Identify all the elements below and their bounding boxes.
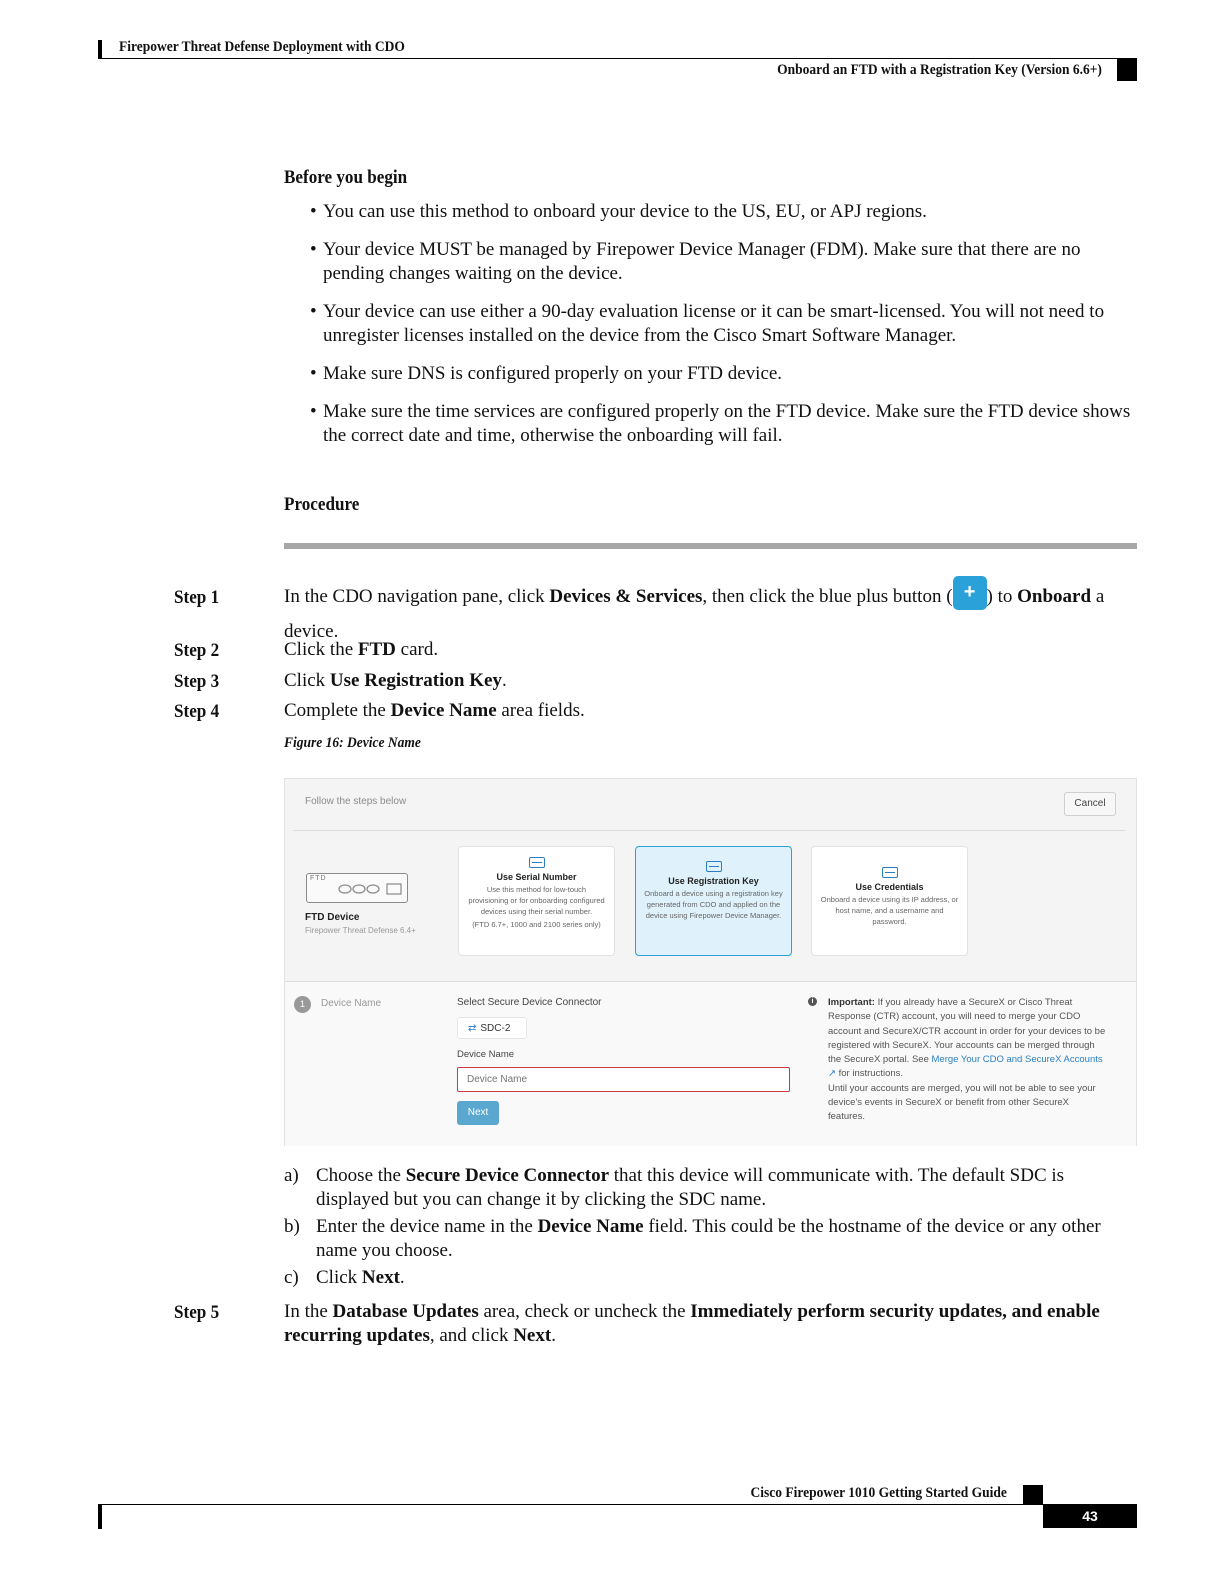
card-title: Use Credentials	[855, 882, 924, 892]
external-link-icon: ↗	[828, 1068, 836, 1080]
step-3-text: Click Use Registration Key.	[284, 670, 507, 691]
procedure-heading: Procedure	[284, 494, 360, 515]
list-item: c) Click Next.	[284, 1267, 405, 1288]
page-number: 43	[1043, 1505, 1137, 1528]
follow-steps-label: Follow the steps below	[305, 796, 407, 807]
important-notice: Important: If you already have a SecureX or Cisco Threat Response (CTR) account, you will need to merge your CDO account and SecureX/CTR account in order for your devices to be registered with SecureX. Your accounts can be merged through the SecureX portal. See Merge Your CDO and SecureX Accounts ↗ for instructions. Until your accounts are merged, you will not be able to see your device's events in SecureX or benefit from other SecureX features.	[828, 997, 1106, 1123]
card-description: Use this method for low-touch provisioning or for onboarding configured devices using their serial number.	[468, 885, 605, 916]
list-item: • Make sure the time services are configured properly on the FTD device. Make sure the FTD device shows the correct date and time, otherwise the onboarding will fail.	[310, 400, 1140, 448]
header-left-bar	[98, 40, 102, 59]
figure-caption: Figure 16: Device Name	[284, 735, 421, 751]
before-you-begin-heading: Before you begin	[284, 167, 408, 188]
step-2-label: Step 2	[174, 640, 220, 661]
device-icon	[882, 867, 898, 878]
device-name-figure	[284, 778, 1137, 1146]
ftd-ports-graphic	[335, 880, 405, 898]
device-icon	[706, 861, 722, 872]
list-item: b) Enter the device name in the Device Name field. This could be the hostname of the device or any other name you choose.	[284, 1216, 1101, 1261]
sdc-label: Select Secure Device Connector	[457, 997, 602, 1008]
card-note: (FTD 6.7+, 1000 and 2100 series only)	[472, 920, 601, 929]
next-button[interactable]: Next	[457, 1101, 499, 1125]
ftd-device-name: FTD Device	[305, 912, 360, 923]
list-item: • Your device MUST be managed by Firepower Device Manager (FDM). Make sure that there are no pending changes waiting on the device.	[310, 238, 1140, 286]
step-4-text: Complete the Device Name area fields.	[284, 700, 585, 721]
card-title: Use Registration Key	[668, 876, 759, 886]
ftd-device-subtitle: Firepower Threat Defense 6.4+	[305, 926, 416, 935]
footer-rule	[98, 1504, 1137, 1505]
list-item: • Make sure DNS is configured properly on your FTD device.	[310, 362, 1140, 386]
header-section-title: Onboard an FTD with a Registration Key (Version 6.6+)	[777, 62, 1102, 78]
step-1-label: Step 1	[174, 587, 220, 608]
sdc-selector[interactable]	[457, 1017, 527, 1039]
header-right-box	[1117, 59, 1137, 81]
step-5-text: In the Database Updates area, check or uncheck the Immediately perform security updates, and enable recurring updates, and click Next.	[284, 1301, 1100, 1346]
swap-arrows-icon: ⇄	[468, 1023, 477, 1034]
step-name: Device Name	[321, 998, 382, 1009]
info-icon: i	[808, 997, 817, 1006]
header-rule	[98, 58, 1137, 59]
step-number-badge: 1	[294, 996, 311, 1013]
device-name-input[interactable]	[457, 1067, 790, 1092]
ftd-device-image	[306, 873, 408, 903]
card-description: Onboard a device using its IP address, or host name, and a username and password.	[820, 895, 959, 926]
step-2-text: Click the FTD card.	[284, 639, 439, 660]
figure-divider	[293, 830, 1126, 831]
use-credentials-card[interactable]	[811, 846, 968, 956]
plus-icon: +	[953, 576, 987, 610]
cancel-button[interactable]: Cancel	[1064, 792, 1116, 816]
card-description: Onboard a device using a registration key generated from CDO and applied on the device using Firepower Device Manager.	[644, 889, 783, 920]
ftd-badge: FTD	[310, 875, 327, 882]
step-5-label: Step 5	[174, 1302, 220, 1323]
footer-box	[1023, 1485, 1043, 1505]
step-3-label: Step 3	[174, 671, 220, 692]
list-item: • Your device can use either a 90-day evaluation license or it can be smart-licensed. You will not need to unregister licenses installed on the device from the Cisco Smart Software Manager.	[310, 300, 1140, 348]
footer-guide-title: Cisco Firepower 1010 Getting Started Guide	[750, 1485, 1007, 1501]
use-registration-key-card[interactable]	[635, 846, 792, 956]
procedure-rule	[284, 543, 1137, 549]
step-1-text: In the CDO navigation pane, click Devices & Services, then click the blue plus button ( + ) to Onboard a device.	[284, 585, 1140, 644]
footer-left-bar	[98, 1505, 102, 1529]
header-doc-title: Firepower Threat Defense Deployment with CDO	[119, 39, 405, 55]
card-title: Use Serial Number	[496, 872, 577, 882]
list-item: • You can use this method to onboard your device to the US, EU, or APJ regions.	[310, 200, 1140, 224]
merge-accounts-link[interactable]: Merge Your CDO and SecureX Accounts	[931, 1054, 1103, 1066]
device-icon	[529, 857, 545, 868]
step-4-label: Step 4	[174, 701, 220, 722]
sdc-value: SDC-2	[480, 1023, 511, 1034]
device-name-label: Device Name	[457, 1049, 515, 1060]
use-serial-number-card[interactable]	[458, 846, 615, 956]
list-item: a) Choose the Secure Device Connector that this device will communicate with. The default SDC is displayed but you can change it by clicking the SDC name.	[284, 1165, 1065, 1210]
prerequisite-list	[310, 200, 1140, 462]
substep-list	[284, 1164, 1140, 1290]
